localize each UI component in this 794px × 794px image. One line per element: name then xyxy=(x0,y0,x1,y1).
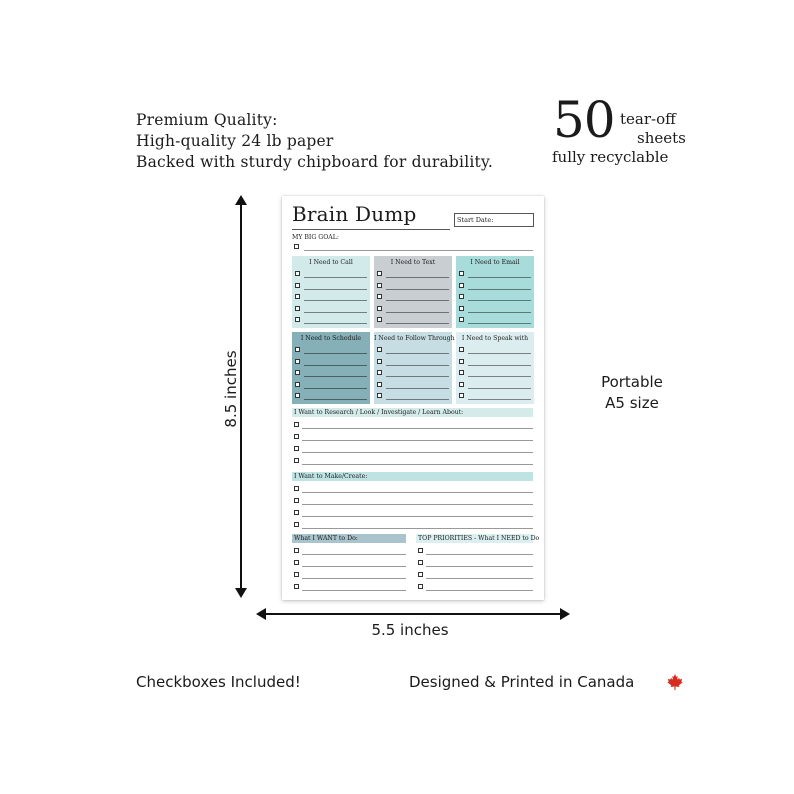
box-schedule xyxy=(292,332,370,404)
write-line xyxy=(468,277,531,278)
box-row xyxy=(292,268,370,278)
checkbox xyxy=(295,347,300,352)
height-dimension-line xyxy=(240,198,242,594)
write-line xyxy=(302,504,533,505)
write-line xyxy=(386,289,449,290)
box-row xyxy=(374,356,452,366)
write-line xyxy=(302,428,533,429)
write-line xyxy=(468,376,531,377)
write-line xyxy=(302,528,533,529)
checkbox xyxy=(294,560,299,565)
designed-in-canada-text: Designed & Printed in Canada xyxy=(409,673,635,691)
premium-line-1: Premium Quality: xyxy=(136,111,278,129)
box-row xyxy=(456,314,534,324)
write-line xyxy=(302,516,533,517)
make-row xyxy=(292,520,533,530)
checkbox xyxy=(459,347,464,352)
checkbox xyxy=(377,347,382,352)
checkbox xyxy=(459,294,464,299)
write-line xyxy=(304,323,367,324)
box-text-header: I Need to Text xyxy=(390,259,436,266)
box-row xyxy=(456,367,534,377)
portable-size-text xyxy=(590,372,674,414)
write-line xyxy=(468,300,531,301)
box-row xyxy=(292,280,370,290)
write-line xyxy=(386,365,449,366)
checkbox xyxy=(377,283,382,288)
box-row xyxy=(374,379,452,389)
checkbox xyxy=(459,306,464,311)
box-speak xyxy=(456,332,534,404)
write-line xyxy=(302,566,406,567)
checkbox xyxy=(459,283,464,288)
make-row xyxy=(292,496,533,506)
checkbox xyxy=(294,572,299,577)
checkbox xyxy=(418,560,423,565)
checkbox xyxy=(377,271,382,276)
arrow-up-icon xyxy=(235,195,247,205)
box-row xyxy=(292,367,370,377)
box-row xyxy=(292,379,370,389)
box-row xyxy=(374,268,452,278)
write-line xyxy=(386,399,449,400)
write-line xyxy=(304,365,367,366)
research-row xyxy=(292,432,533,442)
title-underline xyxy=(292,229,450,230)
box-call-header: I Need to Call xyxy=(309,259,353,266)
write-line xyxy=(468,353,531,354)
write-line xyxy=(426,566,533,567)
box-row xyxy=(456,268,534,278)
box-row xyxy=(292,314,370,324)
checkbox xyxy=(294,498,299,503)
checkbox xyxy=(377,359,382,364)
box-row xyxy=(456,390,534,400)
write-line xyxy=(468,388,531,389)
checkbox xyxy=(294,548,299,553)
box-row xyxy=(374,291,452,301)
premium-line-3: Backed with sturdy chipboard for durability. xyxy=(136,153,493,171)
write-line xyxy=(426,590,533,591)
sheets-recyclable: fully recyclable xyxy=(552,148,669,166)
box-row xyxy=(374,280,452,290)
checkbox xyxy=(459,271,464,276)
checkbox xyxy=(294,422,299,427)
want-row xyxy=(292,570,406,580)
box-row xyxy=(292,344,370,354)
research-row xyxy=(292,456,533,466)
portable-line-1: Portable xyxy=(601,373,663,391)
box-row xyxy=(374,367,452,377)
checkbox xyxy=(294,458,299,463)
write-line xyxy=(468,312,531,313)
research-header: I Want to Research / Look / Investigate / Learn About: xyxy=(292,408,533,417)
box-follow-header: I Need to Follow Through xyxy=(374,335,455,342)
box-row xyxy=(292,291,370,301)
notepad-title: Brain Dump xyxy=(292,202,417,226)
checkboxes-included-text: Checkboxes Included! xyxy=(136,673,301,691)
big-goal-label: MY BIG GOAL: xyxy=(292,234,339,241)
box-row xyxy=(456,303,534,313)
research-row xyxy=(292,420,533,430)
premium-quality-text xyxy=(136,110,493,173)
write-line xyxy=(302,554,406,555)
checkbox xyxy=(459,317,464,322)
box-row xyxy=(374,314,452,324)
write-line xyxy=(426,578,533,579)
box-row xyxy=(292,390,370,400)
checkbox xyxy=(294,522,299,527)
checkbox xyxy=(295,382,300,387)
checkbox xyxy=(418,548,423,553)
want-header: What I WANT to Do: xyxy=(292,534,406,543)
write-line xyxy=(386,312,449,313)
box-row xyxy=(456,280,534,290)
write-line xyxy=(302,492,533,493)
write-line xyxy=(386,376,449,377)
write-line xyxy=(468,365,531,366)
start-date-field: Start Date: xyxy=(454,213,534,227)
notepad xyxy=(282,196,544,600)
width-dimension-line xyxy=(260,613,565,615)
checkbox xyxy=(418,572,423,577)
box-row xyxy=(456,379,534,389)
make-row xyxy=(292,484,533,494)
checkbox xyxy=(459,382,464,387)
arrow-down-icon xyxy=(235,588,247,598)
write-line xyxy=(386,300,449,301)
write-line xyxy=(304,312,367,313)
checkbox xyxy=(295,306,300,311)
checkbox xyxy=(295,359,300,364)
want-row xyxy=(292,558,406,568)
write-line xyxy=(302,452,533,453)
checkbox xyxy=(459,393,464,398)
write-line xyxy=(468,399,531,400)
maple-leaf-icon xyxy=(666,673,684,691)
checkbox xyxy=(377,382,382,387)
write-line xyxy=(304,388,367,389)
box-call xyxy=(292,256,370,328)
checkbox xyxy=(295,283,300,288)
make-header: I Want to Make/Create: xyxy=(292,472,533,481)
box-row xyxy=(374,344,452,354)
box-email xyxy=(456,256,534,328)
box-row xyxy=(292,303,370,313)
checkbox xyxy=(294,434,299,439)
write-line xyxy=(468,323,531,324)
checkbox xyxy=(294,584,299,589)
write-line xyxy=(302,590,406,591)
width-label: 5.5 inches xyxy=(371,621,449,639)
checkbox xyxy=(459,370,464,375)
write-line xyxy=(304,399,367,400)
box-text xyxy=(374,256,452,328)
checkbox xyxy=(295,370,300,375)
priorities-header: TOP PRIORITIES - What I NEED to Do xyxy=(418,535,540,542)
priority-row xyxy=(416,558,533,568)
write-line xyxy=(304,353,367,354)
write-line xyxy=(302,464,533,465)
big-goal-checkbox xyxy=(294,244,299,249)
priority-row xyxy=(416,546,533,556)
checkbox xyxy=(295,393,300,398)
arrow-left-icon xyxy=(256,608,266,620)
checkbox xyxy=(377,306,382,311)
box-schedule-header: I Need to Schedule xyxy=(300,335,362,342)
write-line xyxy=(304,300,367,301)
priority-row xyxy=(416,570,533,580)
box-row xyxy=(374,390,452,400)
box-email-header: I Need to Email xyxy=(470,259,520,266)
want-row xyxy=(292,582,406,592)
sheets-tear-off: tear-off xyxy=(620,110,676,128)
box-row xyxy=(374,303,452,313)
checkbox xyxy=(294,486,299,491)
write-line xyxy=(426,554,533,555)
checkbox xyxy=(377,317,382,322)
write-line xyxy=(386,388,449,389)
want-row xyxy=(292,546,406,556)
checkbox xyxy=(377,294,382,299)
sheet-count: 50 xyxy=(553,91,615,149)
checkbox xyxy=(295,317,300,322)
write-line xyxy=(304,277,367,278)
write-line xyxy=(386,353,449,354)
box-row xyxy=(456,344,534,354)
premium-line-2: High-quality 24 lb paper xyxy=(136,132,334,150)
priority-row xyxy=(416,582,533,592)
box-row xyxy=(456,356,534,366)
big-goal-line xyxy=(304,250,533,251)
checkbox xyxy=(294,510,299,515)
write-line xyxy=(302,440,533,441)
checkbox xyxy=(295,271,300,276)
height-label: 8.5 inches xyxy=(222,350,240,428)
checkbox xyxy=(294,446,299,451)
box-speak-header: I Need to Speak with xyxy=(461,335,529,342)
box-row xyxy=(456,291,534,301)
checkbox xyxy=(377,370,382,375)
write-line xyxy=(304,376,367,377)
make-row xyxy=(292,508,533,518)
checkbox xyxy=(418,584,423,589)
checkbox xyxy=(377,393,382,398)
sheets-label: sheets xyxy=(637,129,686,147)
write-line xyxy=(386,277,449,278)
box-follow xyxy=(374,332,455,404)
arrow-right-icon xyxy=(560,608,570,620)
write-line xyxy=(302,578,406,579)
write-line xyxy=(386,323,449,324)
box-row xyxy=(292,356,370,366)
research-row xyxy=(292,444,533,454)
checkbox xyxy=(295,294,300,299)
write-line xyxy=(304,289,367,290)
checkbox xyxy=(459,359,464,364)
write-line xyxy=(468,289,531,290)
portable-line-2: A5 size xyxy=(605,394,659,412)
